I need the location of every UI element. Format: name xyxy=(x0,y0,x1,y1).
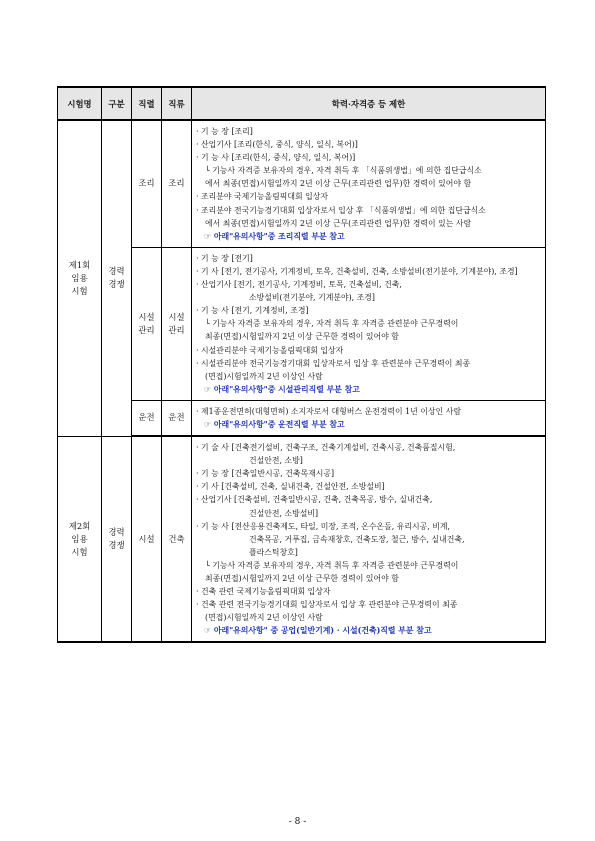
requirement-line: · 산업기사 [전기, 전기공사, 기계정비, 토목, 건축설비, 건축, xyxy=(196,280,402,290)
notice-reference xyxy=(196,624,542,637)
notice-reference-text: 아래"유의사항"중 조리직렬 부분 참고 xyxy=(213,231,345,241)
requirement-line: · 기 능 장 [건축일반시공, 건축목재시공] xyxy=(196,469,335,479)
requirement-line: · 기 사 [전기, 전기공사, 기계정비, 토목, 건축설비, 건축, 소방설비(전기분야, 기계분야), 조경] xyxy=(196,266,518,276)
requirement-line: · 기 능 사 [조리(한식, 중식, 양식, 일식, 복어)] xyxy=(196,153,356,163)
requirement-line: · 조리분야 국제기능올림픽대회 입상자 xyxy=(196,192,328,202)
exam-name-cell xyxy=(58,120,102,436)
requirement-line: 소방설비(전기분야, 기계분야), 조경] xyxy=(249,293,375,303)
series-word: 조리 xyxy=(138,178,155,189)
requirement-line: └ 기능사 자격증 보유자의 경우, 자격 취득 후 자격증 관련분야 근무경력이 xyxy=(205,319,459,329)
header-category: 구분 xyxy=(102,87,132,120)
exam-name-word: 시험 xyxy=(71,546,88,557)
requirement-line: · 기 능 장 [조리] xyxy=(196,127,253,136)
exam-name-word: 시험 xyxy=(71,285,88,296)
requirement-line: · 산업기사 [조리(한식, 중식, 양식, 일식, 복어)] xyxy=(196,140,358,150)
header-requirements: 학력·자격증 등 제한 xyxy=(192,87,546,120)
category-word: 경쟁 xyxy=(108,540,125,551)
requirement-line: · 기 사 [건축설비, 건축, 실내건축, 건설안전, 소방설비] xyxy=(196,482,385,492)
table-row xyxy=(58,400,546,436)
requirement-line: · 기 능 사 [전산응용건축제도, 타일, 미장, 조적, 온수온돌, 유리시공, 비계, xyxy=(196,521,451,531)
requirement-line: · 건축 관련 전국기능경기대회 입상자로서 입상 후 관련분야 근무경력이 최종 xyxy=(196,600,458,610)
header-class: 직류 xyxy=(162,87,192,120)
requirement-line: · 시설관리분야 전국기능경기대회 입상자로서 입상 후 관련분야 근무경력이 최종 xyxy=(196,358,471,368)
exam-name-word: 임용 xyxy=(71,533,88,544)
series-word: 시설 xyxy=(138,311,155,322)
table-row xyxy=(58,120,546,247)
category-word: 경쟁 xyxy=(108,279,125,290)
requirements-cell xyxy=(192,436,546,642)
requirement-line: · 기 술 사 [건축전기설비, 건축구조, 건축기계설비, 건축시공, 건축품질시험, xyxy=(196,443,456,453)
requirements-cell xyxy=(192,247,546,400)
requirement-line: 건설안전, 소방설비] xyxy=(249,508,319,518)
exam-name-word: 제1회 xyxy=(68,259,91,270)
series-cell xyxy=(132,247,162,400)
requirements-cell xyxy=(192,400,546,436)
category-cell xyxy=(102,436,132,642)
table-header-row xyxy=(58,87,546,120)
category-word: 경력 xyxy=(108,266,125,277)
notice-reference-text: 아래"유의사항"중 운전직렬 부분 참고 xyxy=(213,419,345,429)
notice-reference xyxy=(196,418,542,431)
requirement-line: 최종(면접)시험일까지 2년 이상 근무한 경력이 있어야 함 xyxy=(205,332,399,342)
notice-reference-text: 아래"유의사항"중 시설관리직렬 부분 참고 xyxy=(213,384,360,394)
pointing-hand-icon: ☞ xyxy=(204,231,212,241)
header-exam: 시험명 xyxy=(58,87,102,120)
requirement-line: · 기 능 사 [전기, 기계정비, 조경] xyxy=(196,306,309,316)
series-cell xyxy=(132,120,162,247)
class-word: 관리 xyxy=(168,324,185,335)
table-row xyxy=(58,247,546,400)
series-cell xyxy=(132,400,162,436)
requirement-line: · 시설관리분야 국제기능올림픽대회 입상자 xyxy=(196,345,344,355)
class-cell xyxy=(162,247,192,400)
pointing-hand-icon: ☞ xyxy=(204,384,212,394)
notice-reference-text: 아래"유의사항" 중 공업(일반기계) · 시설(건축)직렬 부분 참고 xyxy=(213,626,432,636)
series-word: 운전 xyxy=(138,412,155,423)
notice-reference xyxy=(196,383,542,396)
requirement-line: 최종(면접)시험일까지 2년 이상 근무한 경력이 있어야 함 xyxy=(205,574,399,583)
category-cell xyxy=(102,120,132,436)
requirement-line: └ 기능사 자격증 보유자의 경우, 자격 취득 후 자격증 관련분야 근무경력이 xyxy=(205,560,459,570)
table-row xyxy=(58,436,546,642)
series-word: 시설 xyxy=(138,533,155,544)
pointing-hand-icon: ☞ xyxy=(204,626,212,636)
exam-name-word: 임용 xyxy=(71,272,88,283)
class-cell xyxy=(162,120,192,247)
series-word: 관리 xyxy=(138,324,155,335)
page-number: - 8 - xyxy=(288,817,307,827)
category-word: 경력 xyxy=(108,527,125,538)
notice-reference xyxy=(196,230,542,243)
requirement-line: 에서 최종(면접)시험일까지 2년 이상 근무(조리관련 업무)한 경력이 있어야 함 xyxy=(205,179,472,189)
requirement-line: 건설안전, 소방] xyxy=(249,456,303,466)
requirement-line: · 산업기사 [건축설비, 건축일반시공, 건축, 건축목공, 방수, 실내건축, xyxy=(196,495,433,505)
exam-name-cell xyxy=(58,436,102,642)
requirements-cell xyxy=(192,120,546,247)
requirement-line: 건축목공, 거푸집, 금속재창호, 건축도장, 철근, 방수, 실내건축, xyxy=(249,534,465,544)
class-word: 시설 xyxy=(168,311,185,322)
qualification-table xyxy=(57,86,546,643)
pointing-hand-icon: ☞ xyxy=(204,419,212,429)
requirement-line: · 기 능 장 [전기] xyxy=(196,253,253,263)
class-cell xyxy=(162,436,192,642)
requirement-line: 에서 최종(면접)시험일까지 2년 이상 근무(조리관련 업무)한 경력이 있는 사람 xyxy=(205,218,472,228)
requirement-line: (면접)시험일까지 2년 이상인 사람 xyxy=(205,371,323,381)
requirement-line: · 조리분야 전국기능경기대회 입상자로서 입상 후 「식품위생법」에 의한 집단급식소 xyxy=(196,205,486,215)
series-cell xyxy=(132,436,162,642)
requirement-line: 플라스틱창호] xyxy=(249,547,298,557)
header-series: 직렬 xyxy=(132,87,162,120)
requirement-line: (면접)시험일까지 2년 이상인 사람 xyxy=(205,613,323,623)
class-cell xyxy=(162,400,192,436)
requirement-line: · 건축 관련 국제기능올림픽대회 입상자 xyxy=(196,587,331,597)
class-word: 운전 xyxy=(168,412,185,423)
requirement-line: · 제1종운전면허(대형면허) 소지자로서 대형버스 운전경력이 1년 이상인 사람 xyxy=(196,406,461,416)
class-word: 건축 xyxy=(168,533,185,544)
requirement-line: └ 기능사 자격증 보유자의 경우, 자격 취득 후 「식품위생법」에 의한 집단급식소 xyxy=(205,166,482,176)
exam-name-word: 제2회 xyxy=(68,520,91,531)
class-word: 조리 xyxy=(168,178,185,189)
table-body xyxy=(58,120,546,642)
